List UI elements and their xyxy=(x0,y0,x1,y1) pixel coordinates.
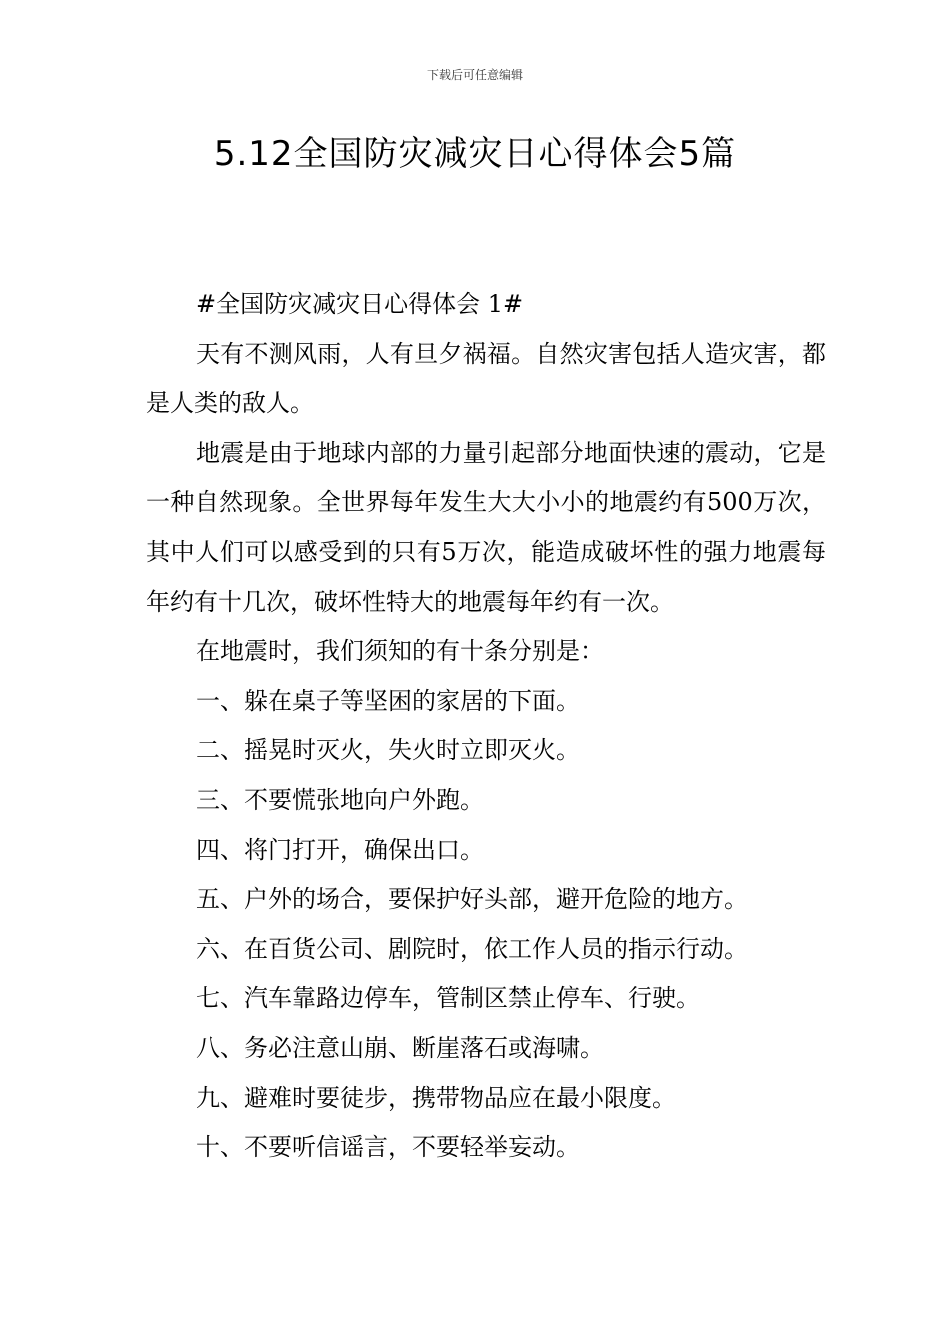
document-title: 5.12全国防灾减灾日心得体会5篇 xyxy=(213,134,737,174)
tip-item: 十、不要听信谣言，不要轻举妄动。 xyxy=(196,1133,580,1162)
tip-item: 四、将门打开，确保出口。 xyxy=(196,835,484,864)
paragraph-tips-intro: 在地震时，我们须知的有十条分别是： xyxy=(196,637,604,666)
tip-item: 二、摇晃时灭火，失火时立即灭火。 xyxy=(196,736,580,765)
section-heading: #全国防灾减灾日心得体会 1# xyxy=(196,290,524,318)
tip-item: 三、不要慌张地向户外跑。 xyxy=(196,785,484,814)
header-note: 下载后可任意编辑 xyxy=(426,68,523,82)
paragraph-earthquake: 地震是由于地球内部的力量引起部分地面快速的震动，它是一种自然现象。全世界每年发生大大小小的地震约有500万次，其中人们可以感受到的只有5万次，能造成破坏性的强力地震每年约有十几次，破坏性特大的地震每年约有一次。 xyxy=(146,438,826,616)
paragraph-intro: 天有不测风雨，人有旦夕祸福。自然灾害包括人造灾害，都是人类的敌人。 xyxy=(146,339,826,418)
document-body xyxy=(146,280,826,1173)
tip-item: 五、户外的场合，要保护好头部，避开危险的地方。 xyxy=(196,885,748,914)
tip-item: 六、在百货公司、剧院时，依工作人员的指示行动。 xyxy=(196,934,748,963)
tip-item: 七、汽车靠路边停车，管制区禁止停车、行驶。 xyxy=(196,984,700,1013)
tip-item: 八、务必注意山崩、断崖落石或海啸。 xyxy=(196,1033,604,1062)
tip-item: 九、避难时要徒步，携带物品应在最小限度。 xyxy=(196,1083,676,1112)
tip-item: 一、躲在桌子等坚困的家居的下面。 xyxy=(196,686,580,715)
